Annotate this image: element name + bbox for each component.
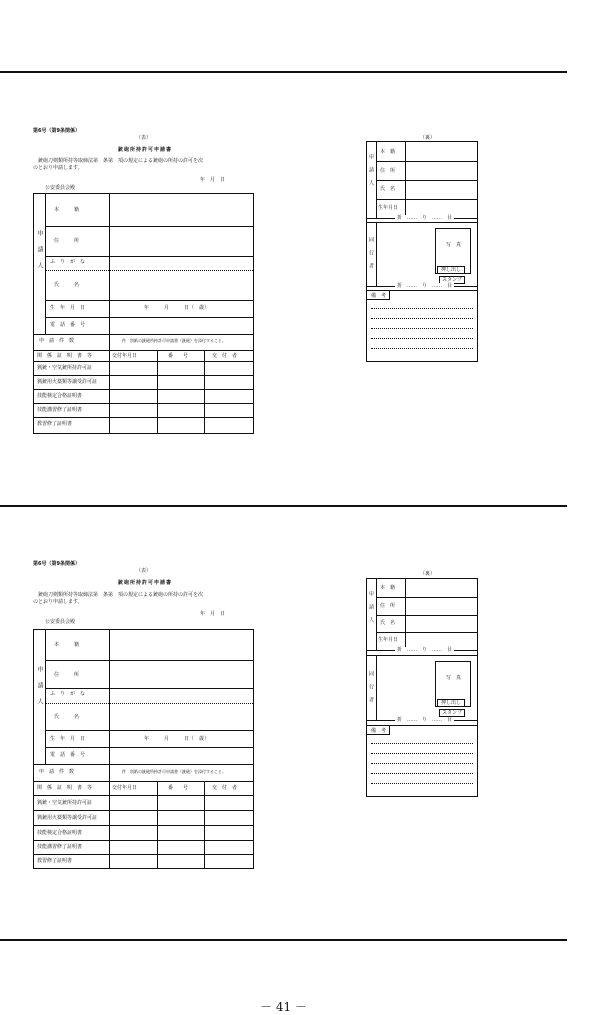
count-value: 件 別紙の銃砲所持許可申請書（銃砲）を添付すること。 [122,338,226,343]
form-title-2: 銃砲所持許可申請書 [118,580,173,586]
addressee: 公安委員会殿 [45,185,76,191]
cert-col-date-2: 交付年月日 [112,785,138,791]
phone-label: 電 話 番 号 [50,322,86,328]
press-label: 押し出し [437,266,465,274]
intro-line-2: のとおり申請します。 [33,165,83,171]
back-fold-1: 折 …… り …… 目 [397,215,453,221]
cert-row-1-2: 猟銃・空気銃所持許可証 [37,800,93,806]
birth-value-2: 年 月 日（ 歳） [144,736,210,742]
applicant-label-2: 申請人 [36,666,43,714]
birth-label-2: 生 年 月 日 [50,736,86,742]
back-applicant-label: 申請人 [368,154,374,193]
cert-row-1: 猟銃・空気銃所持許可証 [37,365,93,371]
birth-label: 生 年 月 日 [50,305,86,311]
cert-row-4-2: 技能講習修了証明書 [37,844,83,850]
stamp-label: スタンプ [439,276,465,284]
cert-col-date: 交付年月日 [112,353,138,359]
addressee-2: 公安委員会殿 [45,619,76,625]
front-side-label-2: （表） [136,568,152,574]
back-fold-2: 折 …… り …… 目 [397,283,453,289]
application-table-2 [33,629,254,869]
front-side-label: （表） [136,135,152,141]
honseki-label: 本 籍 [54,207,80,213]
photo-label-2: 写 真 [446,675,462,681]
cert-row-3: 技能検定合格証明書 [37,393,83,399]
back-side-label-2: （裏） [420,571,436,577]
companion-label-2: 同行者 [368,671,374,710]
furigana-label-2: ふ り が な [50,691,86,697]
form-date-2: 年 月 日 [200,611,226,617]
back-row-honseki-2: 本 籍 [380,585,396,591]
cert-col-number-2: 番 号 [168,785,189,791]
cert-col-number: 番 号 [168,353,189,359]
furigana-label: ふ り が な [50,259,86,265]
cert-header-2: 関 係 証 明 書 等 [37,785,93,791]
phone-label-2: 電 話 番 号 [50,752,86,758]
photo-label: 写 真 [446,242,462,248]
applicant-label: 申請人 [36,230,43,278]
back-applicant-label-2: 申請人 [368,591,374,630]
back-row-honseki: 本 籍 [380,149,396,155]
intro-line-2-2: のとおり申請します。 [33,599,83,605]
top-rule [0,71,567,73]
back-panel [366,141,478,362]
stamp-label-2: スタンプ [439,709,465,717]
honseki-label-2: 本 籍 [54,642,80,648]
back-row-jusho-2: 住 所 [380,603,396,609]
back-fold-1-2: 折 …… り …… 目 [397,647,453,653]
cert-col-issuer: 交 付 者 [212,353,238,359]
remarks-label-2: 備 考 [371,728,387,734]
back-row-shimei: 氏 名 [380,186,396,192]
jusho-label-2: 住 所 [54,672,80,678]
form-number: 第6号（第9条関係） [33,128,80,134]
intro-line-1-2: 銃砲刀剣類所持等取締法第 条第 項の規定による銃砲の所持の許可を次 [38,592,204,598]
cert-header: 関 係 証 明 書 等 [37,353,93,359]
cert-col-issuer-2: 交 付 者 [212,785,238,791]
back-fold-2-2: 折 …… り …… 目 [397,717,453,723]
page-number: － 41 － [260,1000,307,1014]
bottom-rule [0,939,567,941]
form-title: 銃砲所持許可申請書 [118,147,173,153]
birth-value: 年 月 日（ 歳） [144,305,210,311]
back-row-birth: 生年月日 [378,205,399,211]
shimei-label-2: 氏 名 [54,714,80,720]
companion-label: 同行者 [368,237,374,276]
application-table [33,193,254,434]
cert-row-2: 猟銃用火薬類等譲受許可証 [37,379,98,385]
back-panel-2 [366,578,478,797]
middle-rule [0,505,567,507]
back-row-jusho: 住 所 [380,168,396,174]
form-number-2: 第6号（第9条関係） [33,561,80,567]
back-row-shimei-2: 氏 名 [380,620,396,626]
jusho-label: 住 所 [54,238,80,244]
press-label-2: 押し出し [437,699,465,707]
cert-row-5: 教習修了証明書 [37,421,73,427]
intro-line-1: 銃砲刀剣類所持等取締法第 条第 項の規定による銃砲の所持の許可を次 [38,158,204,164]
cert-row-3-2: 技能検定合格証明書 [37,830,83,836]
form-date: 年 月 日 [200,177,226,183]
shimei-label: 氏 名 [54,282,80,288]
cert-row-4: 技能講習修了証明書 [37,407,83,413]
count-value-2: 件 別紙の銃砲所持許可申請書（銃砲）を添付すること。 [122,769,226,774]
count-label-2: 申 請 件 数 [39,769,75,775]
back-side-label: （裏） [420,135,436,141]
remarks-label: 備 考 [371,293,387,299]
back-row-birth-2: 生年月日 [378,637,399,643]
cert-row-2-2: 猟銃用火薬類等譲受許可証 [37,815,98,821]
cert-row-5-2: 教習修了証明書 [37,858,73,864]
count-label: 申 請 件 数 [39,338,75,344]
